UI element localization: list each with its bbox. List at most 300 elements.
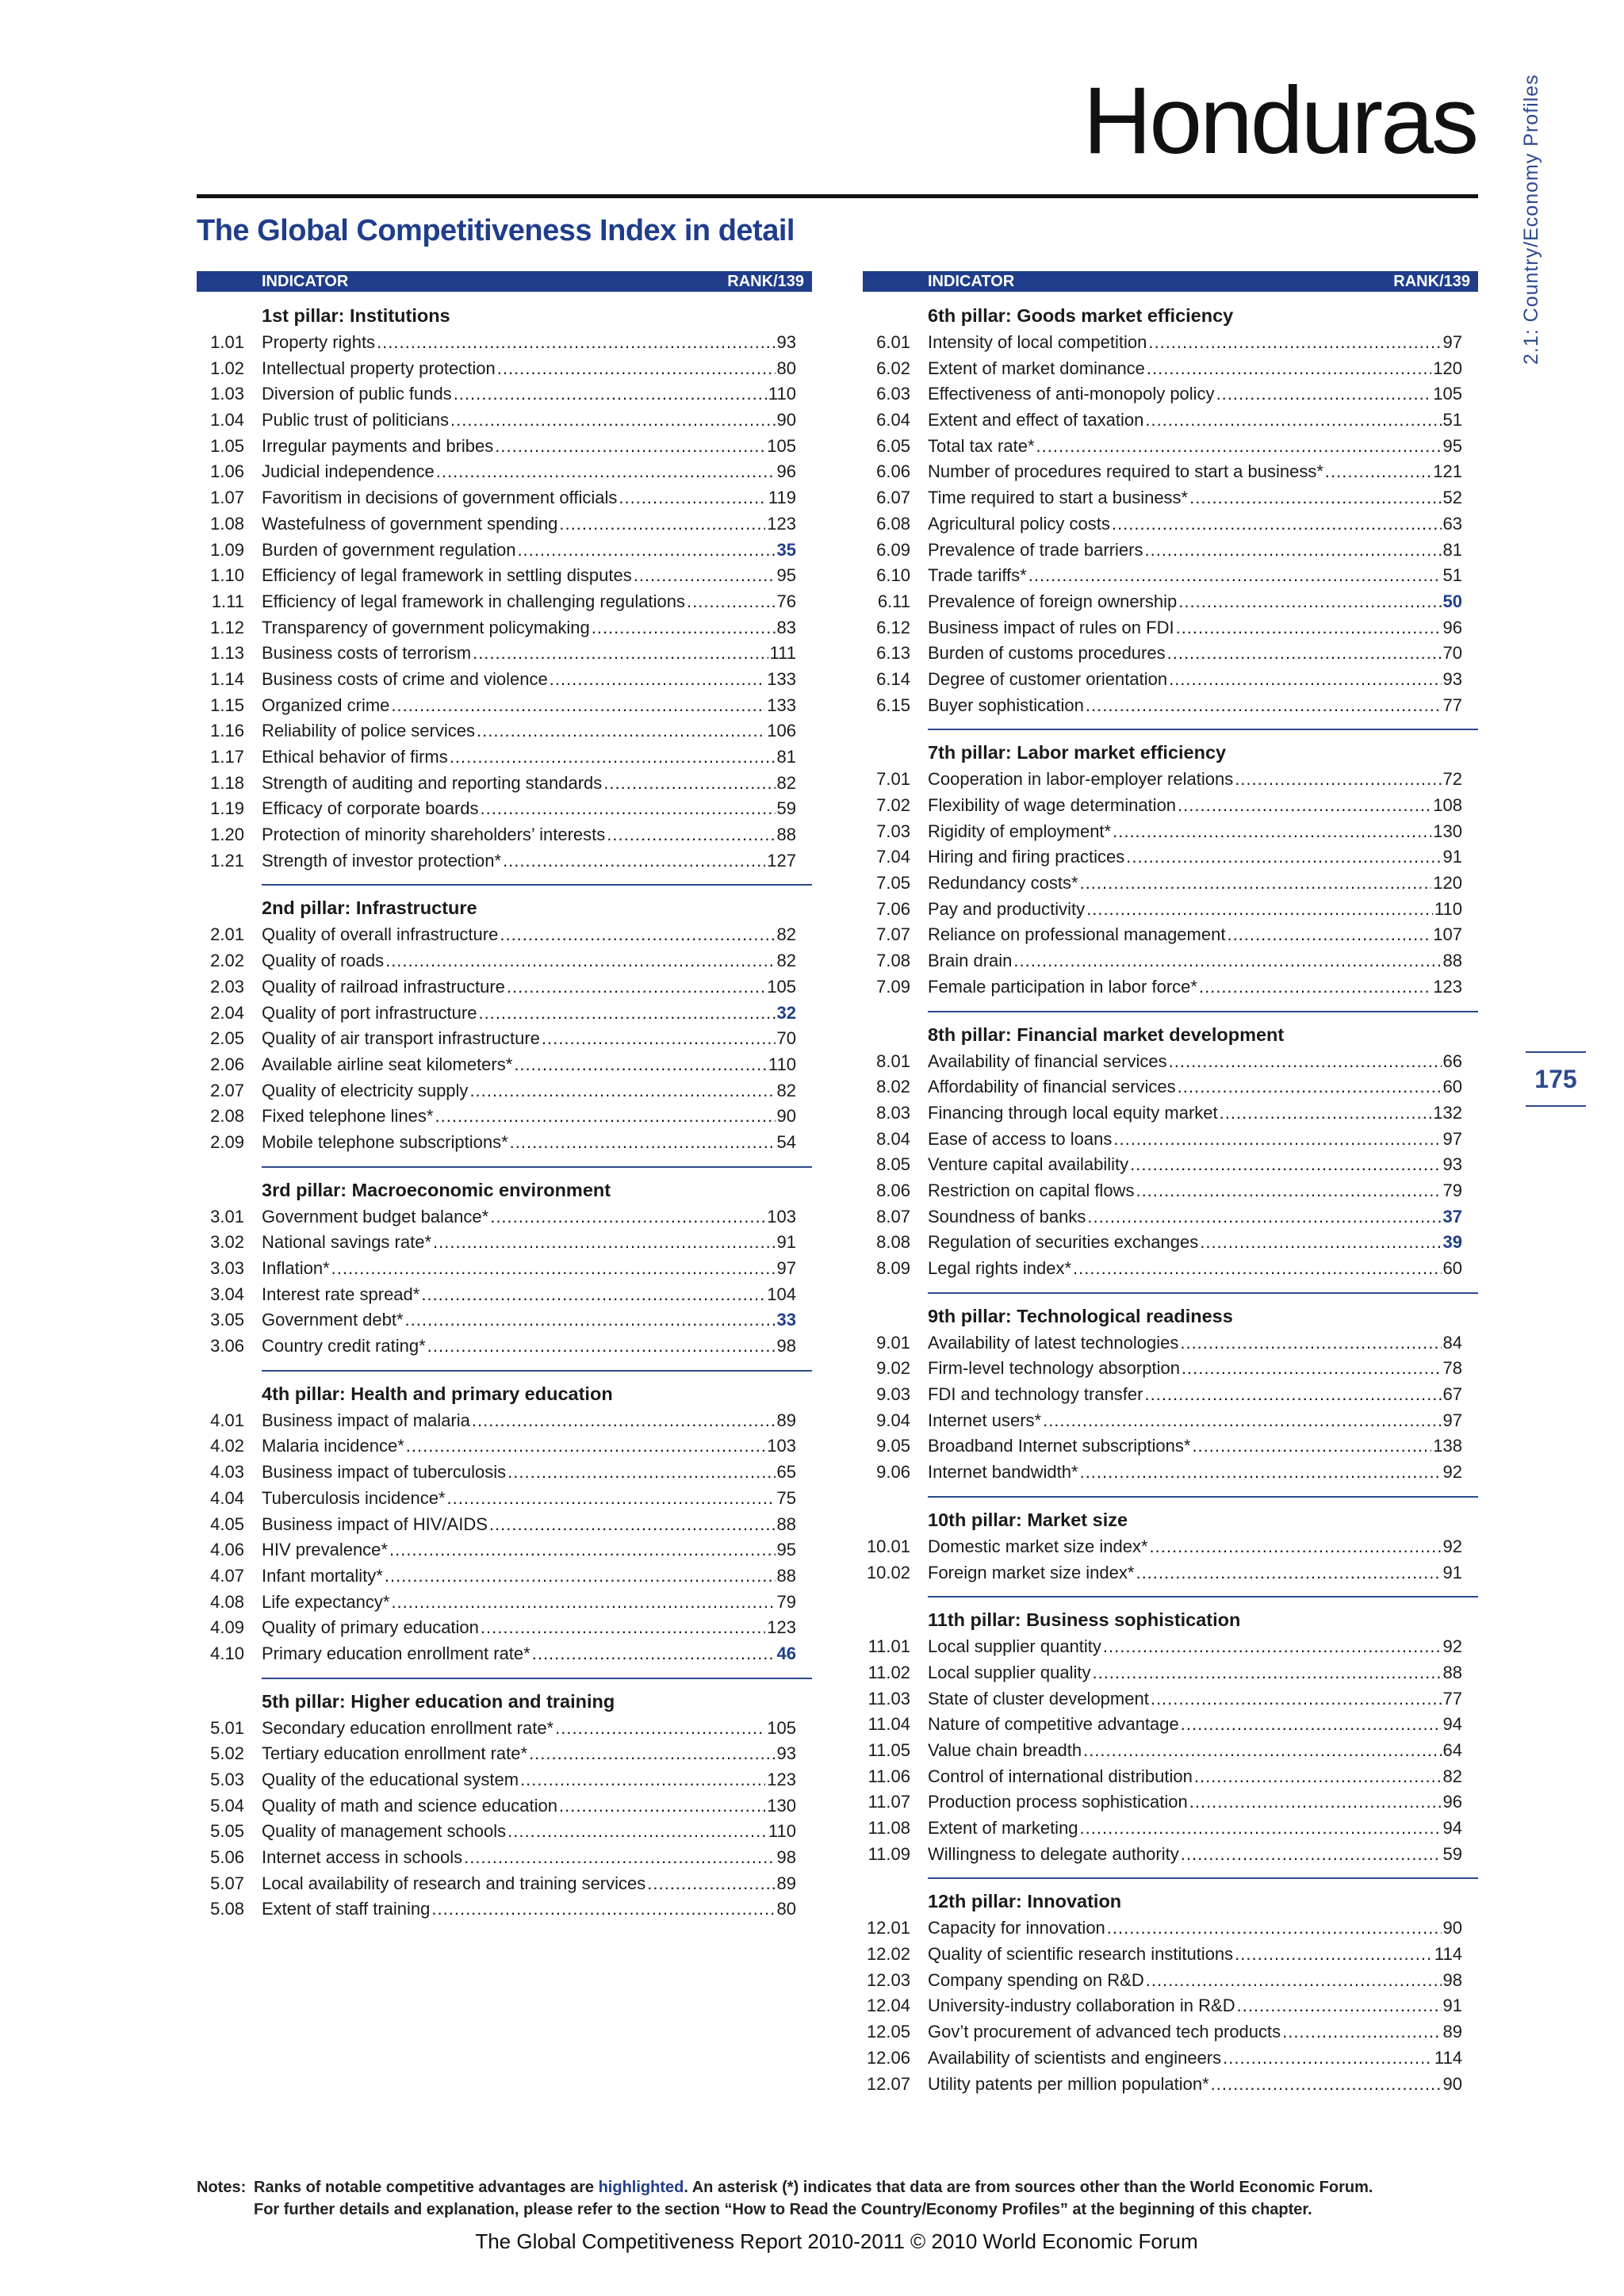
indicator-code: 1.08 <box>210 513 244 534</box>
indicator-code: 8.02 <box>876 1077 910 1097</box>
indicator-code: 6.09 <box>876 539 910 560</box>
indicator-label: Country credit rating* <box>262 1336 426 1357</box>
indicator-rank: 98 <box>776 1847 796 1868</box>
dot-leader <box>1146 1968 1442 1994</box>
indicator-row <box>197 744 812 771</box>
dot-leader <box>472 1408 776 1434</box>
indicator-row <box>197 1819 812 1845</box>
indicator-rank: 110 <box>768 1821 796 1842</box>
dot-leader <box>1181 1842 1442 1868</box>
indicator-label: Degree of customer orientation <box>928 668 1168 689</box>
indicator-row <box>863 2045 1478 2072</box>
dot-leader <box>435 1104 775 1130</box>
indicator-code: 7.01 <box>876 769 910 790</box>
indicator-label: Value chain breadth <box>928 1739 1082 1760</box>
indicator-code: 1.03 <box>210 384 244 404</box>
indicator-rank: 70 <box>776 1028 796 1049</box>
indicator-rank: 79 <box>1442 1180 1462 1200</box>
pillar-title: 2nd pillar: Infrastructure <box>262 897 477 919</box>
indicator-rank: 32 <box>776 1002 796 1023</box>
indicator-rank: 114 <box>1434 1944 1462 1965</box>
indicator-row <box>197 1204 812 1230</box>
indicator-row <box>863 408 1478 434</box>
dot-leader <box>436 459 776 485</box>
indicator-label: HIV prevalence* <box>262 1540 388 1560</box>
indicator-rank: 54 <box>776 1131 796 1152</box>
indicator-code: 2.06 <box>210 1054 244 1074</box>
indicator-row <box>863 1842 1478 1868</box>
indicator-row <box>197 822 812 848</box>
indicator-label: Quality of scientific research institutions <box>928 1944 1234 1965</box>
indicator-rank: 132 <box>1433 1102 1462 1123</box>
dot-leader <box>1176 615 1442 641</box>
indicator-label: Property rights <box>262 332 376 352</box>
indicator-rank: 103 <box>767 1206 796 1226</box>
indicator-row <box>863 1534 1478 1560</box>
dot-leader <box>1220 1100 1432 1127</box>
indicator-row <box>863 1993 1478 2019</box>
indicator-rank: 46 <box>776 1643 796 1663</box>
indicator-code: 11.01 <box>868 1636 910 1657</box>
indicator-code: 6.10 <box>876 565 910 586</box>
indicator-code: 1.07 <box>210 488 244 508</box>
dot-leader <box>1028 563 1442 589</box>
indicator-row <box>197 1486 812 1512</box>
indicator-code: 3.05 <box>210 1310 244 1330</box>
indicator-rank: 82 <box>776 951 796 971</box>
indicator-code: 11.06 <box>868 1766 910 1786</box>
indicator-row <box>863 948 1478 974</box>
pillar-title: 4th pillar: Health and primary education <box>262 1383 613 1404</box>
dot-leader <box>1073 1256 1442 1282</box>
indicator-code: 2.08 <box>210 1106 244 1127</box>
indicator-code: 1.06 <box>210 461 244 482</box>
indicator-row <box>197 1282 812 1308</box>
indicator-rank: 110 <box>768 384 796 404</box>
indicator-code: 5.04 <box>210 1795 244 1816</box>
indicator-row <box>863 1942 1478 1968</box>
indicator-label: Efficacy of corporate boards <box>262 798 479 819</box>
indicator-rank: 133 <box>767 668 796 689</box>
indicator-row <box>863 589 1478 615</box>
indicator-row <box>197 1590 812 1616</box>
indicator-code: 1.18 <box>210 772 244 793</box>
dot-leader <box>477 718 765 744</box>
indicator-rank: 108 <box>1433 795 1462 815</box>
indicator-label: Interest rate spread* <box>262 1284 420 1304</box>
dot-leader <box>450 408 776 434</box>
dot-leader <box>391 1590 775 1616</box>
indicator-label: Nature of competitive advantage <box>928 1714 1179 1735</box>
dot-leader <box>1150 1534 1442 1560</box>
dot-leader <box>1182 1356 1442 1382</box>
indicator-code: 11.03 <box>868 1688 910 1709</box>
dot-leader <box>489 1512 776 1538</box>
indicator-label: Quality of management schools <box>262 1821 507 1842</box>
indicator-label: Available airline seat kilometers* <box>262 1054 513 1074</box>
indicator-code: 4.05 <box>210 1513 244 1534</box>
indicator-row <box>197 922 812 948</box>
indicator-code: 1.15 <box>210 695 244 715</box>
indicator-label: Willingness to delegate authority <box>928 1843 1179 1864</box>
indicator-code: 4.07 <box>210 1565 244 1586</box>
indicator-label: Strength of investor protection* <box>262 850 502 871</box>
indicator-code: 8.06 <box>876 1180 910 1200</box>
dot-leader <box>507 974 765 1001</box>
indicator-rank: 119 <box>768 488 796 508</box>
indicator-rank: 64 <box>1442 1739 1462 1760</box>
indicator-row <box>197 356 812 382</box>
indicator-row <box>863 1660 1478 1686</box>
indicator-rank: 123 <box>1433 976 1462 997</box>
indicator-label: Reliability of police services <box>262 721 475 741</box>
indicator-row <box>863 1230 1478 1256</box>
indicator-code: 1.13 <box>210 643 244 664</box>
dot-leader <box>1126 844 1441 871</box>
indicator-rank: 51 <box>1442 410 1462 430</box>
indicator-label: FDI and technology transfer <box>928 1384 1143 1405</box>
indicator-code: 12.01 <box>866 1918 910 1938</box>
indicator-code: 1.01 <box>210 332 244 352</box>
indicator-row <box>863 1433 1478 1460</box>
indicator-label: Restriction on capital flows <box>928 1180 1135 1200</box>
indicator-code: 4.02 <box>210 1436 244 1456</box>
indicator-code: 11.08 <box>868 1818 910 1838</box>
indicator-rank: 91 <box>1442 1562 1462 1582</box>
indicator-code: 12.04 <box>866 1996 910 2016</box>
indicator-rank: 105 <box>767 1717 796 1738</box>
indicator-label: Venture capital availability <box>928 1154 1129 1175</box>
dot-leader <box>1223 2045 1433 2072</box>
indicator-rank: 91 <box>776 1232 796 1253</box>
indicator-code: 9.06 <box>876 1462 910 1483</box>
dot-leader <box>1325 459 1431 485</box>
indicator-row <box>863 1100 1478 1127</box>
indicator-code: 6.13 <box>876 643 910 664</box>
indicator-row <box>197 1230 812 1256</box>
indicator-row <box>863 1816 1478 1842</box>
rank-header: RANK/139 <box>1393 272 1470 290</box>
indicator-row <box>197 1052 812 1078</box>
indicator-label: Effectiveness of anti-monopoly policy <box>928 384 1215 404</box>
indicator-code: 12.06 <box>866 2047 910 2068</box>
indicator-row <box>863 693 1478 719</box>
right-pillars <box>863 295 1478 2097</box>
indicator-code: 7.09 <box>876 976 910 997</box>
indicator-label: Cooperation in labor-employer relations <box>928 769 1234 790</box>
indicator-rank: 81 <box>776 747 796 767</box>
indicator-rank: 94 <box>1442 1714 1462 1735</box>
dot-leader <box>495 434 765 460</box>
indicator-code: 2.04 <box>210 1002 244 1023</box>
indicator-rank: 121 <box>1433 461 1462 482</box>
indicator-rank: 97 <box>1442 1128 1462 1149</box>
dot-leader <box>1103 1634 1442 1660</box>
indicator-label: Local availability of research and training services <box>262 1873 646 1893</box>
indicator-rank: 81 <box>1442 539 1462 560</box>
indicator-row <box>863 844 1478 871</box>
indicator-row <box>197 434 812 460</box>
dot-leader <box>1148 330 1441 356</box>
indicator-code: 5.02 <box>210 1743 244 1764</box>
notes-label: Notes: <box>197 2179 247 2196</box>
indicator-label: Life expectancy* <box>262 1591 390 1612</box>
indicator-code: 1.02 <box>210 358 244 378</box>
indicator-label: Business impact of HIV/AIDS <box>262 1513 488 1534</box>
indicator-code: 6.12 <box>876 617 910 637</box>
indicator-rank: 80 <box>776 358 796 378</box>
indicator-row <box>863 1968 1478 1994</box>
dot-leader <box>542 1026 776 1052</box>
pillar-title: 6th pillar: Goods market efficiency <box>928 305 1234 326</box>
indicator-code: 1.16 <box>210 721 244 741</box>
pillar-title: 8th pillar: Financial market development <box>928 1024 1285 1045</box>
indicator-rank: 114 <box>1434 2047 1462 2068</box>
indicator-label: Mobile telephone subscriptions* <box>262 1131 508 1152</box>
indicator-rank: 79 <box>776 1591 796 1612</box>
indicator-label: Burden of government regulation <box>262 539 516 560</box>
dot-leader <box>1178 1074 1442 1100</box>
title-divider <box>197 194 1478 198</box>
indicator-row <box>863 1738 1478 1764</box>
dot-leader <box>508 1819 767 1845</box>
indicator-label: Organized crime <box>262 695 390 715</box>
indicator-row <box>197 1307 812 1334</box>
indicator-code: 6.07 <box>876 488 910 508</box>
indicator-rank: 75 <box>776 1487 796 1508</box>
indicator-label: Government debt* <box>262 1310 404 1330</box>
indicator-rank: 97 <box>776 1258 796 1278</box>
pillar-title: 11th pillar: Business sophistication <box>928 1609 1241 1631</box>
notes-line-1 <box>197 2176 1478 2198</box>
indicator-label: Quality of the educational system <box>262 1770 519 1789</box>
indicator-rank: 70 <box>1442 643 1462 664</box>
indicator-rank: 82 <box>1442 1766 1462 1786</box>
dot-leader <box>389 1537 776 1563</box>
indicator-label: Public trust of politicians <box>262 410 449 430</box>
dot-leader <box>1136 1178 1441 1204</box>
pillar-section <box>866 1877 1478 2097</box>
indicator-label: Diversion of public funds <box>262 384 452 404</box>
indicator-label: Female participation in labor force* <box>928 976 1197 997</box>
indicator-label: Quality of air transport infrastructure <box>262 1028 540 1049</box>
dot-leader <box>1083 1738 1441 1764</box>
indicator-rank: 123 <box>767 1617 796 1638</box>
dot-leader <box>1235 767 1441 793</box>
indicator-row <box>863 897 1478 923</box>
indicator-code: 3.04 <box>210 1284 244 1304</box>
indicator-label: Quality of railroad infrastructure <box>262 976 505 997</box>
indicator-rank: 88 <box>1442 951 1462 971</box>
indicator-rank: 92 <box>1442 1536 1462 1556</box>
indicator-label: Availability of latest technologies <box>928 1332 1179 1353</box>
indicator-code: 5.07 <box>210 1873 244 1893</box>
dot-leader <box>529 1741 775 1767</box>
indicator-code: 11.05 <box>868 1739 910 1760</box>
indicator-label: Buyer sophistication <box>928 695 1084 715</box>
indicator-label: Tertiary education enrollment rate* <box>262 1743 528 1764</box>
indicator-code: 4.04 <box>210 1487 244 1508</box>
dot-leader <box>532 1641 776 1667</box>
dot-leader <box>603 771 775 797</box>
indicator-rank: 103 <box>767 1436 796 1456</box>
dot-leader <box>510 1130 776 1156</box>
indicator-rank: 92 <box>1442 1636 1462 1657</box>
indicator-row <box>197 771 812 797</box>
indicator-rank: 60 <box>1442 1258 1462 1278</box>
indicator-code: 11.02 <box>868 1662 910 1682</box>
indicator-header: INDICATOR <box>262 272 349 290</box>
dot-leader <box>497 356 776 382</box>
pillar-section <box>210 1678 812 1923</box>
dot-leader <box>1130 1152 1441 1178</box>
indicator-row <box>197 948 812 974</box>
dot-leader <box>1080 871 1432 897</box>
dot-leader <box>385 1563 776 1590</box>
indicator-label: Secondary education enrollment rate* <box>262 1717 554 1738</box>
dot-leader <box>447 1486 776 1512</box>
indicator-label: Production process sophistication <box>928 1792 1188 1812</box>
dot-leader <box>391 693 765 719</box>
indicator-rank: 130 <box>1433 821 1462 841</box>
indicator-rank: 83 <box>776 617 796 637</box>
indicator-label: Agricultural policy costs <box>928 513 1110 534</box>
indicator-label: Reliance on professional management <box>928 924 1226 945</box>
indicator-code: 3.06 <box>210 1336 244 1357</box>
indicator-code: 4.03 <box>210 1462 244 1483</box>
indicator-rank: 94 <box>1442 1818 1462 1838</box>
dot-leader <box>1169 1049 1442 1075</box>
indicator-rank: 133 <box>767 695 796 715</box>
indicator-rank: 59 <box>776 798 796 819</box>
indicator-code: 6.14 <box>876 668 910 689</box>
indicator-rank: 89 <box>776 1873 796 1893</box>
indicator-row <box>197 1078 812 1104</box>
indicator-rank: 96 <box>1442 1792 1462 1812</box>
indicator-code: 2.03 <box>210 976 244 997</box>
indicator-label: Intellectual property protection <box>262 358 496 378</box>
indicator-rank: 72 <box>1442 769 1462 790</box>
indicator-rank: 127 <box>767 850 796 871</box>
indicator-code: 4.08 <box>210 1591 244 1612</box>
indicator-code: 2.07 <box>210 1080 244 1100</box>
indicator-label: Internet bandwidth* <box>928 1462 1078 1483</box>
indicator-rank: 88 <box>1442 1662 1462 1682</box>
indicator-rank: 110 <box>1434 898 1462 919</box>
indicator-row <box>863 1330 1478 1357</box>
indicator-label: Domestic market size index* <box>928 1536 1148 1556</box>
indicator-row <box>197 1460 812 1486</box>
dot-leader <box>1136 1560 1441 1586</box>
indicator-rank: 82 <box>776 772 796 793</box>
indicator-row <box>197 693 812 719</box>
indicator-label: Capacity for innovation <box>928 1918 1105 1938</box>
indicator-label: Quality of electricity supply <box>262 1080 469 1100</box>
indicator-code: 7.02 <box>876 795 910 815</box>
indicator-label: Judicial independence <box>262 461 435 482</box>
indicator-rank: 88 <box>776 1513 796 1534</box>
dot-leader <box>405 1307 776 1334</box>
section-title: The Global Competitiveness Index in detail <box>197 214 795 247</box>
side-section-label <box>1519 74 1551 365</box>
indicator-rank: 105 <box>767 976 796 997</box>
dot-leader <box>481 1615 765 1641</box>
indicator-rank: 33 <box>776 1310 796 1330</box>
rank-header: RANK/139 <box>727 272 804 290</box>
indicator-code: 7.03 <box>876 821 910 841</box>
pillar-section <box>210 1166 812 1360</box>
dot-leader <box>634 563 776 589</box>
indicator-code: 6.11 <box>877 591 910 611</box>
indicator-rank: 93 <box>1442 1154 1462 1175</box>
dot-leader <box>478 1001 775 1027</box>
indicator-row <box>197 563 812 589</box>
dot-leader <box>1151 1686 1442 1712</box>
indicator-row <box>197 667 812 693</box>
indicator-row <box>197 485 812 511</box>
indicator-row <box>863 511 1478 538</box>
indicator-label: State of cluster development <box>928 1688 1149 1709</box>
indicator-row <box>863 667 1478 693</box>
indicator-row <box>197 589 812 615</box>
indicator-row <box>863 330 1478 356</box>
dot-leader <box>555 1716 765 1742</box>
indicator-rank: 97 <box>1442 332 1462 352</box>
indicator-row <box>863 1764 1478 1790</box>
dot-leader <box>503 848 765 874</box>
indicator-code: 1.20 <box>210 825 244 845</box>
indicator-rank: 39 <box>1442 1232 1462 1253</box>
indicator-code: 4.10 <box>210 1643 244 1663</box>
indicator-row <box>863 1049 1478 1075</box>
dot-leader <box>1194 1764 1442 1790</box>
indicator-label: Prevalence of trade barriers <box>928 539 1143 560</box>
indicator-rank: 95 <box>776 1540 796 1560</box>
indicator-row <box>197 1716 812 1742</box>
indicator-label: Favoritism in decisions of government officials <box>262 488 618 508</box>
indicator-code: 8.04 <box>876 1128 910 1149</box>
dot-leader <box>1086 897 1433 923</box>
indicator-row <box>863 793 1478 819</box>
dot-leader <box>1144 538 1441 564</box>
pillar-section <box>868 1596 1478 1867</box>
indicator-row <box>863 1686 1478 1712</box>
indicator-row <box>197 1130 812 1156</box>
indicator-row <box>197 1641 812 1667</box>
indicator-label: Burden of customs procedures <box>928 643 1166 664</box>
dot-leader <box>1169 667 1441 693</box>
indicator-row <box>197 538 812 564</box>
indicator-code: 5.05 <box>210 1821 244 1842</box>
indicator-row <box>863 1712 1478 1738</box>
indicator-code: 8.05 <box>876 1154 910 1175</box>
indicator-label: Efficiency of legal framework in challenging regulations <box>262 591 685 611</box>
dot-leader <box>1080 1460 1442 1486</box>
indicator-label: Extent and effect of taxation <box>928 410 1144 430</box>
indicator-label: Extent of market dominance <box>928 358 1145 378</box>
indicator-code: 8.01 <box>876 1050 910 1071</box>
indicator-label: Prevalence of foreign ownership <box>928 591 1178 611</box>
indicator-code: 6.08 <box>876 513 910 534</box>
indicator-code: 9.05 <box>876 1436 910 1456</box>
dot-leader <box>1178 793 1431 819</box>
left-indicator-column <box>197 271 812 1923</box>
notes-text-after: . An asterisk (*) indicates that data are from sources other than the World Economic Forum. <box>684 2179 1373 2196</box>
indicator-rank: 66 <box>1442 1050 1462 1071</box>
indicator-row <box>197 641 812 667</box>
indicator-row <box>197 1537 812 1563</box>
indicator-code: 2.01 <box>210 924 244 945</box>
